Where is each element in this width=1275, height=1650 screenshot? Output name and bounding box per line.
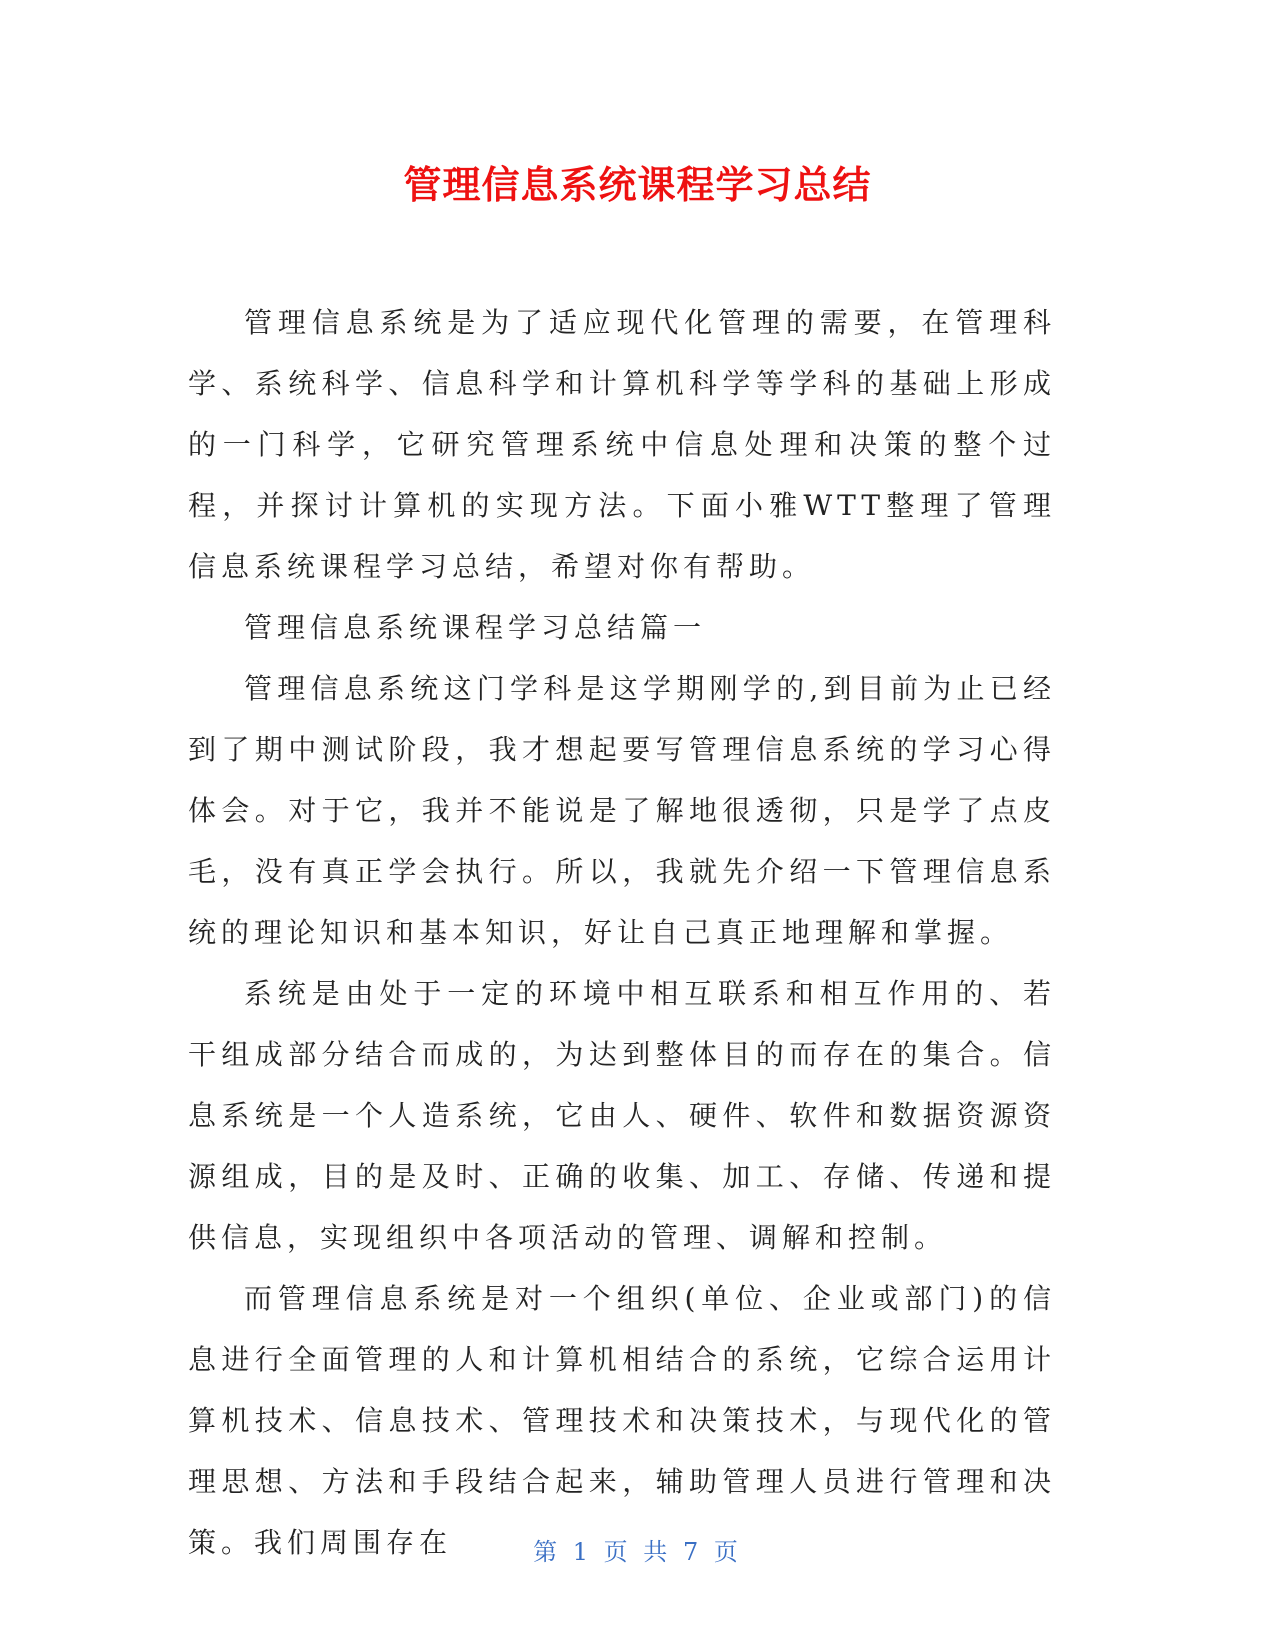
page-number-footer: 第 1 页 共 7 页 [533,1538,742,1566]
document-title: 管理信息系统课程学习总结 [403,163,872,207]
section-heading-part-one: 管理信息系统课程学习总结篇一 [244,611,707,644]
paragraph-3: 而管理信息系统是对一个组织(单位、企业或部门)的信息进行全面管理的人和计算机相结合的系统，它综合运用计算机技术、信息技术、管理技术和决策技术，与现代化的管理思想、方法和手段结合起来，辅助管理人员进行管理和决策。我们周围存在 [188,1282,1056,1559]
paragraph-intro: 管理信息系统是为了适应现代化管理的需要，在管理科学、系统科学、信息科学和计算机科学等学科的基础上形成的一门科学，它研究管理系统中信息处理和决策的整个过程，并探讨计算机的实现方法。下面小雅WTT整理了管理信息系统课程学习总结，希望对你有帮助。 [188,306,1056,583]
paragraph-1: 管理信息系统这门学科是这学期刚学的,到目前为止已经到了期中测试阶段，我才想起要写管理信息系统的学习心得体会。对于它，我并不能说是了解地很透彻，只是学了点皮毛，没有真正学会执行。所以，我就先介绍一下管理信息系统的理论知识和基本知识，好让自己真正地理解和掌握。 [188,672,1056,949]
document-body [188,292,1056,1573]
paragraph-2: 系统是由处于一定的环境中相互联系和相互作用的、若干组成部分结合而成的，为达到整体目的而存在的集合。信息系统是一个人造系统，它由人、硬件、软件和数据资源资源组成，目的是及时、正确的收集、加工、存储、传递和提供信息，实现组织中各项活动的管理、调解和控制。 [188,977,1056,1254]
